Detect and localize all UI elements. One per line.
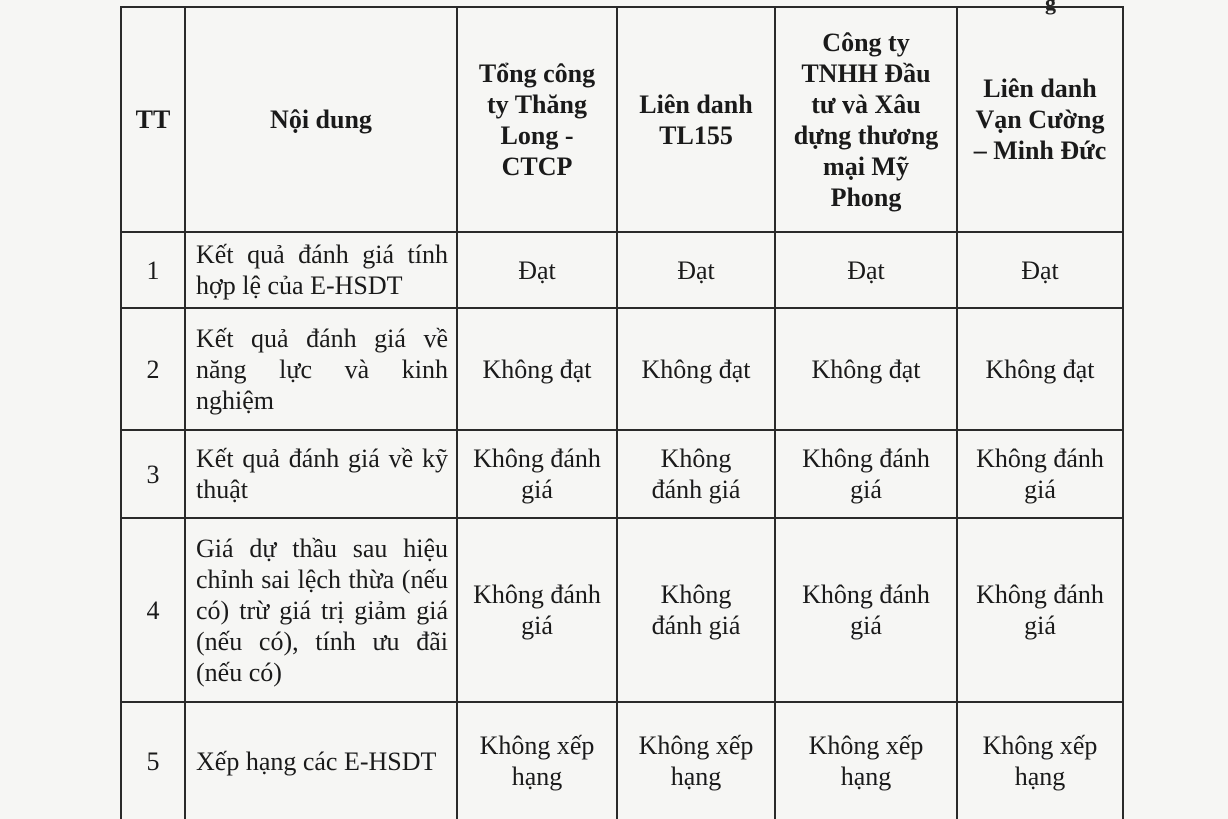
row-content: Kết quả đánh giá về kỹ thuật [185,430,457,518]
row-number: 1 [121,232,185,308]
row-value: Không xếp hạng [457,702,617,819]
row-number: 3 [121,430,185,518]
row-value: Không đánh giá [617,430,775,518]
row-value: Không đánh giá [457,518,617,702]
row-value: Không đạt [957,308,1123,430]
row-value: Đạt [617,232,775,308]
row-number: 2 [121,308,185,430]
row-value: Không đánh giá [457,430,617,518]
header-bidder-3: Công ty TNHH Đầu tư và Xâu dựng thương mại Mỹ Phong [775,7,957,232]
evaluation-table [120,6,1124,819]
row-value: Không đánh giá [957,518,1123,702]
row-content: Kết quả đánh giá tính hợp lệ của E-HSDT [185,232,457,308]
row-value: Không đánh giá [775,518,957,702]
row-value: Không đạt [457,308,617,430]
header-bidder-1: Tổng công ty Thăng Long - CTCP [457,7,617,232]
row-number: 4 [121,518,185,702]
table-row [121,702,1123,819]
header-bidder-4: Liên danh Vạn Cường – Minh Đức [957,7,1123,232]
row-value: Không đánh giá [775,430,957,518]
table-row [121,430,1123,518]
row-number: 5 [121,702,185,819]
header-tt: TT [121,7,185,232]
table-row [121,518,1123,702]
row-value: Không xếp hạng [957,702,1123,819]
cut-off-text: g [1045,0,1056,15]
row-value: Đạt [957,232,1123,308]
row-content: Xếp hạng các E-HSDT [185,702,457,819]
header-bidder-2: Liên danh TL155 [617,7,775,232]
row-value: Không đạt [775,308,957,430]
row-value: Không đánh giá [617,518,775,702]
header-row [121,7,1123,232]
row-value: Đạt [457,232,617,308]
row-content: Kết quả đánh giá về năng lực và kinh nghiệm [185,308,457,430]
row-value: Không đánh giá [957,430,1123,518]
row-value: Không đạt [617,308,775,430]
row-value: Không xếp hạng [617,702,775,819]
row-content: Giá dự thầu sau hiệu chỉnh sai lệch thừa (nếu có) trừ giá trị giảm giá (nếu có), tính ưu đãi (nếu có) [185,518,457,702]
header-content: Nội dung [185,7,457,232]
row-value: Đạt [775,232,957,308]
row-value: Không xếp hạng [775,702,957,819]
table-row [121,232,1123,308]
table-row [121,308,1123,430]
